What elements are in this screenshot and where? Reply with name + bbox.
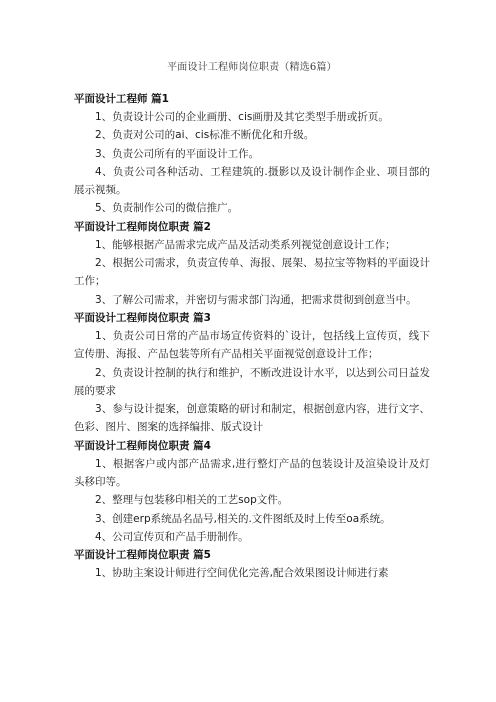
- paragraph: 1、负责设计公司的企业画册、cis画册及其它类型手册或折页。: [95, 111, 389, 123]
- paragraph: 2、根据公司需求，负责宣传单、海报、展架、易拉宝等物料的平面设计工作；: [74, 257, 430, 288]
- paragraph: 3、负责公司所有的平面设计工作。: [95, 147, 260, 160]
- paragraph: 3、了解公司需求，并密切与需求部门沟通，把需求贯彻到创意当中。: [95, 293, 417, 306]
- paragraph: 3、参与设计提案，创意策略的研讨和制定，根据创意内容，进行文字、色彩、图片、图案的选择编排、版式设计: [74, 403, 430, 434]
- section-heading: 平面设计工程师岗位职责 篇3: [74, 311, 211, 324]
- paragraph: 2、整理与包装移印相关的工艺sop文件。: [95, 494, 289, 507]
- document-title: 平面设计工程师岗位职责（精选6篇）: [167, 62, 337, 73]
- paragraph: 2、负责设计控制的执行和维护，不断改进设计水平，以达到公司日益发展的要求: [74, 366, 430, 397]
- paragraph: 3、创建erp系统品名品号,相关的.文件图纸及时上传至oa系统。: [95, 512, 391, 525]
- paragraph: 4、公司宣传页和产品手册制作。: [95, 530, 249, 543]
- section-heading: 平面设计工程师岗位职责 篇2: [74, 220, 211, 233]
- section-heading: 平面设计工程师岗位职责 篇4: [74, 439, 211, 452]
- section-2: [74, 218, 430, 309]
- section-heading: 平面设计工程师岗位职责 篇5: [74, 549, 211, 562]
- section-heading: 平面设计工程师 篇1: [74, 93, 169, 105]
- section-4: [74, 437, 430, 546]
- paragraph: 1、能够根据产品需求完成产品及活动类系列视觉创意设计工作；: [95, 238, 396, 251]
- section-5: [74, 546, 430, 582]
- section-3: [74, 309, 430, 437]
- paragraph: 5、负责制作公司的微信推广。: [95, 202, 239, 215]
- paragraph: 2、负责对公司的ai、cis标准不断优化和升级。: [95, 129, 315, 142]
- paragraph: 1、负责公司日常的产品市场宣传资料的`设计，包括线上宣传页，线下宣传册、海报、产品包装等所有产品相关平面视觉创意设计工作；: [74, 329, 430, 361]
- paragraph: 1、根据客户或内部产品需求,进行整灯产品的包装设计及渲染设计及灯头移印等。: [74, 457, 430, 489]
- paragraph: 1、协助主案设计师进行空间优化完善,配合效果图设计师进行素: [95, 567, 389, 580]
- paragraph: 4、负责公司各种活动、工程建筑的.摄影以及设计制作企业、项目部的展示视频。: [74, 165, 430, 197]
- section-1: [74, 90, 430, 218]
